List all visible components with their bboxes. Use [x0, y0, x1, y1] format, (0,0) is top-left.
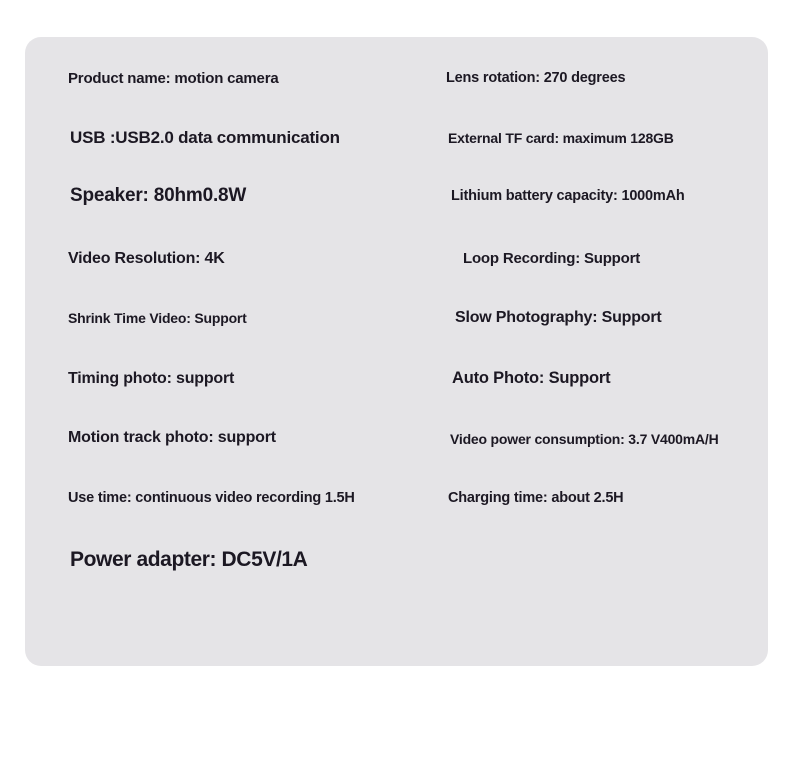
- spec-slow-photography: Slow Photography: Support: [455, 309, 662, 326]
- spec-video-power: Video power consumption: 3.7 V400mA/H: [450, 431, 719, 447]
- spec-charging-time: Charging time: about 2.5H: [448, 490, 624, 506]
- spec-timing-photo: Timing photo: support: [68, 370, 235, 387]
- spec-power-adapter: Power adapter: DC5V/1A: [70, 548, 308, 571]
- spec-lithium-battery: Lithium battery capacity: 1000mAh: [451, 188, 685, 204]
- spec-video-resolution: Video Resolution: 4K: [68, 250, 225, 267]
- spec-lens-rotation: Lens rotation: 270 degrees: [446, 70, 626, 86]
- spec-motion-track-photo: Motion track photo: support: [68, 429, 276, 446]
- spec-use-time: Use time: continuous video recording 1.5H: [68, 490, 355, 506]
- product-spec-card: [25, 37, 768, 666]
- spec-shrink-time-video: Shrink Time Video: Support: [68, 310, 247, 326]
- spec-external-tf-card: External TF card: maximum 128GB: [448, 130, 674, 146]
- spec-speaker: Speaker: 80hm0.8W: [70, 185, 247, 206]
- spec-product-name: Product name: motion camera: [68, 70, 279, 87]
- spec-usb: USB :USB2.0 data communication: [70, 128, 340, 147]
- spec-loop-recording: Loop Recording: Support: [463, 250, 641, 267]
- spec-auto-photo: Auto Photo: Support: [452, 369, 611, 387]
